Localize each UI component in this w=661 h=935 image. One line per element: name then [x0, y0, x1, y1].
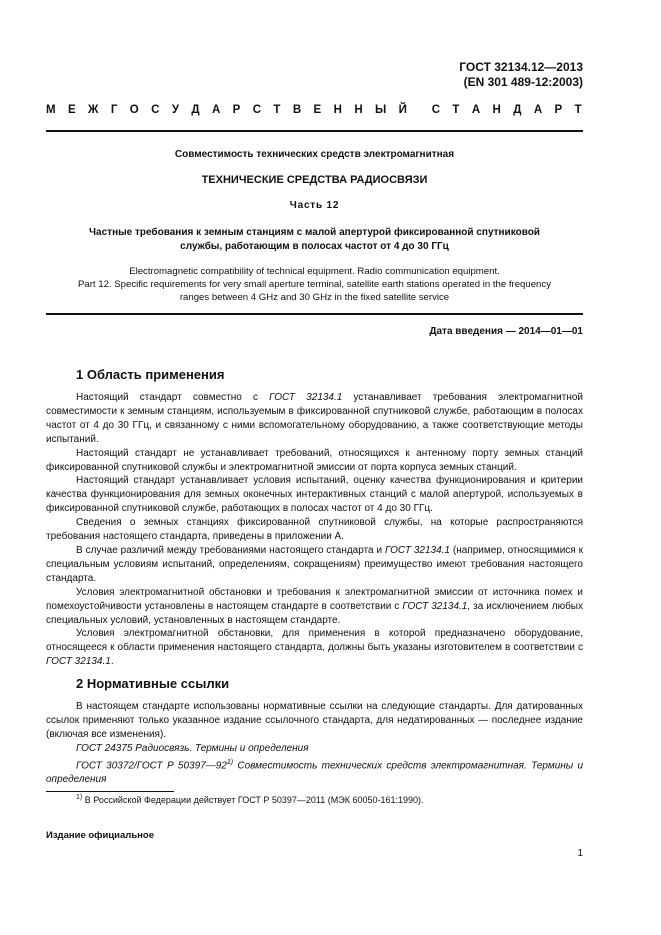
subtitle-line: службы, работающим в полосах частот от 4 до 30 ГГц [180, 240, 449, 252]
header-divider [46, 130, 583, 132]
footnote-divider [46, 791, 174, 792]
standard-reference: ГОСТ 32134.1, [402, 600, 471, 612]
introduction-date: Дата введения — 2014—01—01 [429, 326, 583, 337]
paragraph: Сведения о земных станциях фиксированной спутниковой службы, на которые распространяются требования настоящего стандарта, приведены в приложении А. [46, 517, 583, 543]
title-line-main: ТЕХНИЧЕСКИЕ СРЕДСТВА РАДИОСВЯЗИ [201, 174, 428, 186]
banner-letter: Т [574, 104, 582, 116]
section-1-body [46, 391, 583, 669]
section-1-heading: 1 Область применения [76, 367, 225, 382]
banner-letter: Й [398, 104, 407, 116]
banner-letter: Г [110, 104, 118, 116]
banner-letter: О [129, 104, 139, 116]
footnote: $^{1)}$ В Российской Федерации действует ГОСТ Р 50397—2011 (МЭК 60050-161:1990). [76, 794, 424, 805]
standard-reference: ГОСТ 32134.1 [46, 656, 111, 668]
banner-letter: Н [492, 104, 501, 116]
banner-letter: У [171, 104, 179, 116]
paragraph: В настоящем стандарте использованы нормативные ссылки на следующие стандарты. Для датированных ссылок применяют только указанное издание ссылочного стандарта, для недатированных — последнее издание (включая все изменения). [46, 701, 583, 740]
subtitle-line: Частные требования к земным станциям с малой апертурой фиксированной спутниковой [89, 227, 540, 238]
banner-letter: Р [554, 104, 563, 116]
section-2-heading: 2 Нормативные ссылки [76, 676, 230, 691]
reference-entry: ГОСТ 24375 Радиосвязь. Термины и определения [76, 742, 309, 754]
banner-letter: Е [67, 104, 76, 116]
footnote-marker: 1) [226, 758, 234, 766]
banner-letter: А [533, 104, 543, 116]
banner-letter: М [46, 104, 56, 116]
standard-code [459, 60, 583, 90]
footnote-marker: 1) [76, 794, 83, 801]
banner-letter: Т [273, 104, 281, 116]
standard-number: ГОСТ 32134.12—2013 [459, 60, 583, 74]
banner-letter: Д [191, 104, 200, 116]
interstate-standard-banner [46, 104, 582, 116]
reference-entry: ГОСТ 30372/ГОСТ Р 50397—92$^{1)}$ Совместимость технических средств электромагнитная. Термины и определения [46, 758, 584, 785]
banner-letter: А [471, 104, 481, 116]
standard-equivalent: (EN 301 489-12:2003) [463, 75, 583, 89]
paragraph: Настоящий стандарт не устанавливает требований, относящихся к антенному порту земных станций фиксированной спутниковой службы и электромагнитной эмиссии от порта корпуса земных станций. [46, 447, 583, 473]
banner-letter: А [211, 104, 221, 116]
english-title-line: Part 12. Specific requirements for very small aperture terminal, satellite earth stations operated in the frequency [78, 279, 551, 290]
banner-letter: В [292, 104, 302, 116]
paragraph: В случае различий между требованиями настоящего стандарта и ГОСТ 32134.1 (например, относящимися к специальным условиям испытаний, определениям, сокращениям) преимущество имеют требования настоящего стандарта. [46, 544, 583, 584]
english-title-line: Electromagnetic compatibility of technical equipment. Radio communication equipment. [129, 266, 500, 277]
page-number: 1 [577, 848, 583, 859]
banner-letter: Д [513, 104, 522, 116]
title-line-general: Совместимость технических средств электромагнитная [174, 149, 455, 160]
title-subtitle [46, 226, 583, 253]
english-title-line: ranges between 4 GHz and 30 GHz in the fixed satellite service [179, 292, 450, 303]
section-2-body [46, 700, 583, 787]
paragraph: Условия электромагнитной обстановки, для применения в которой предназначено оборудование, относящееся к области применения настоящего стандарта, должны быть указаны изготовителем в соответствии с ГОСТ 32134.1. [46, 628, 583, 668]
banner-letter: Ы [375, 104, 387, 116]
banner-letter: С [252, 104, 262, 116]
title-divider [46, 313, 583, 315]
banner-letter: Р [232, 104, 241, 116]
banner-letter: Т [452, 104, 460, 116]
banner-letter: С [431, 104, 441, 116]
standard-reference: ГОСТ 32134.1 [269, 392, 343, 403]
paragraph: Настоящий стандарт устанавливает условия испытаний, оценку качества функционирования и критерии качества функционирования для земных оконечных интерактивных станций с малой апертурой, используемых в фиксированной спутниковой службе, работающих в полосах частот от 4 до 30 ГГц. [46, 475, 583, 515]
banner-letter: С [151, 104, 160, 116]
official-edition-label: Издание официальное [46, 830, 154, 841]
paragraph: Настоящий стандарт совместно с ГОСТ 32134.1 устанавливает требования электромагнитной совместимости к земным станциям, используемым в фиксированной спутниковой службе, работающим в полосах частот от 4 до 30 ГГц, и связанному с ними вспомогательному оборудованию, а также соответствующие методы испытаний. [46, 392, 583, 445]
banner-letter: Н [354, 104, 363, 116]
paragraph: Условия электромагнитной обстановки и требования к электромагнитной эмиссии от источника помех и помехоустойчивости установлены в настоящем стандарте в соответствии с ГОСТ 32134.1, за исключением любых специальных условий, установленных в настоящем стандарте. [46, 586, 583, 626]
banner-letter: Е [313, 104, 322, 116]
title-english [46, 265, 583, 304]
title-part: Часть 12 [289, 200, 340, 211]
standard-reference: ГОСТ 32134.1 [385, 544, 450, 556]
banner-letter: Н [333, 104, 342, 116]
banner-letter: Ж [88, 104, 99, 116]
